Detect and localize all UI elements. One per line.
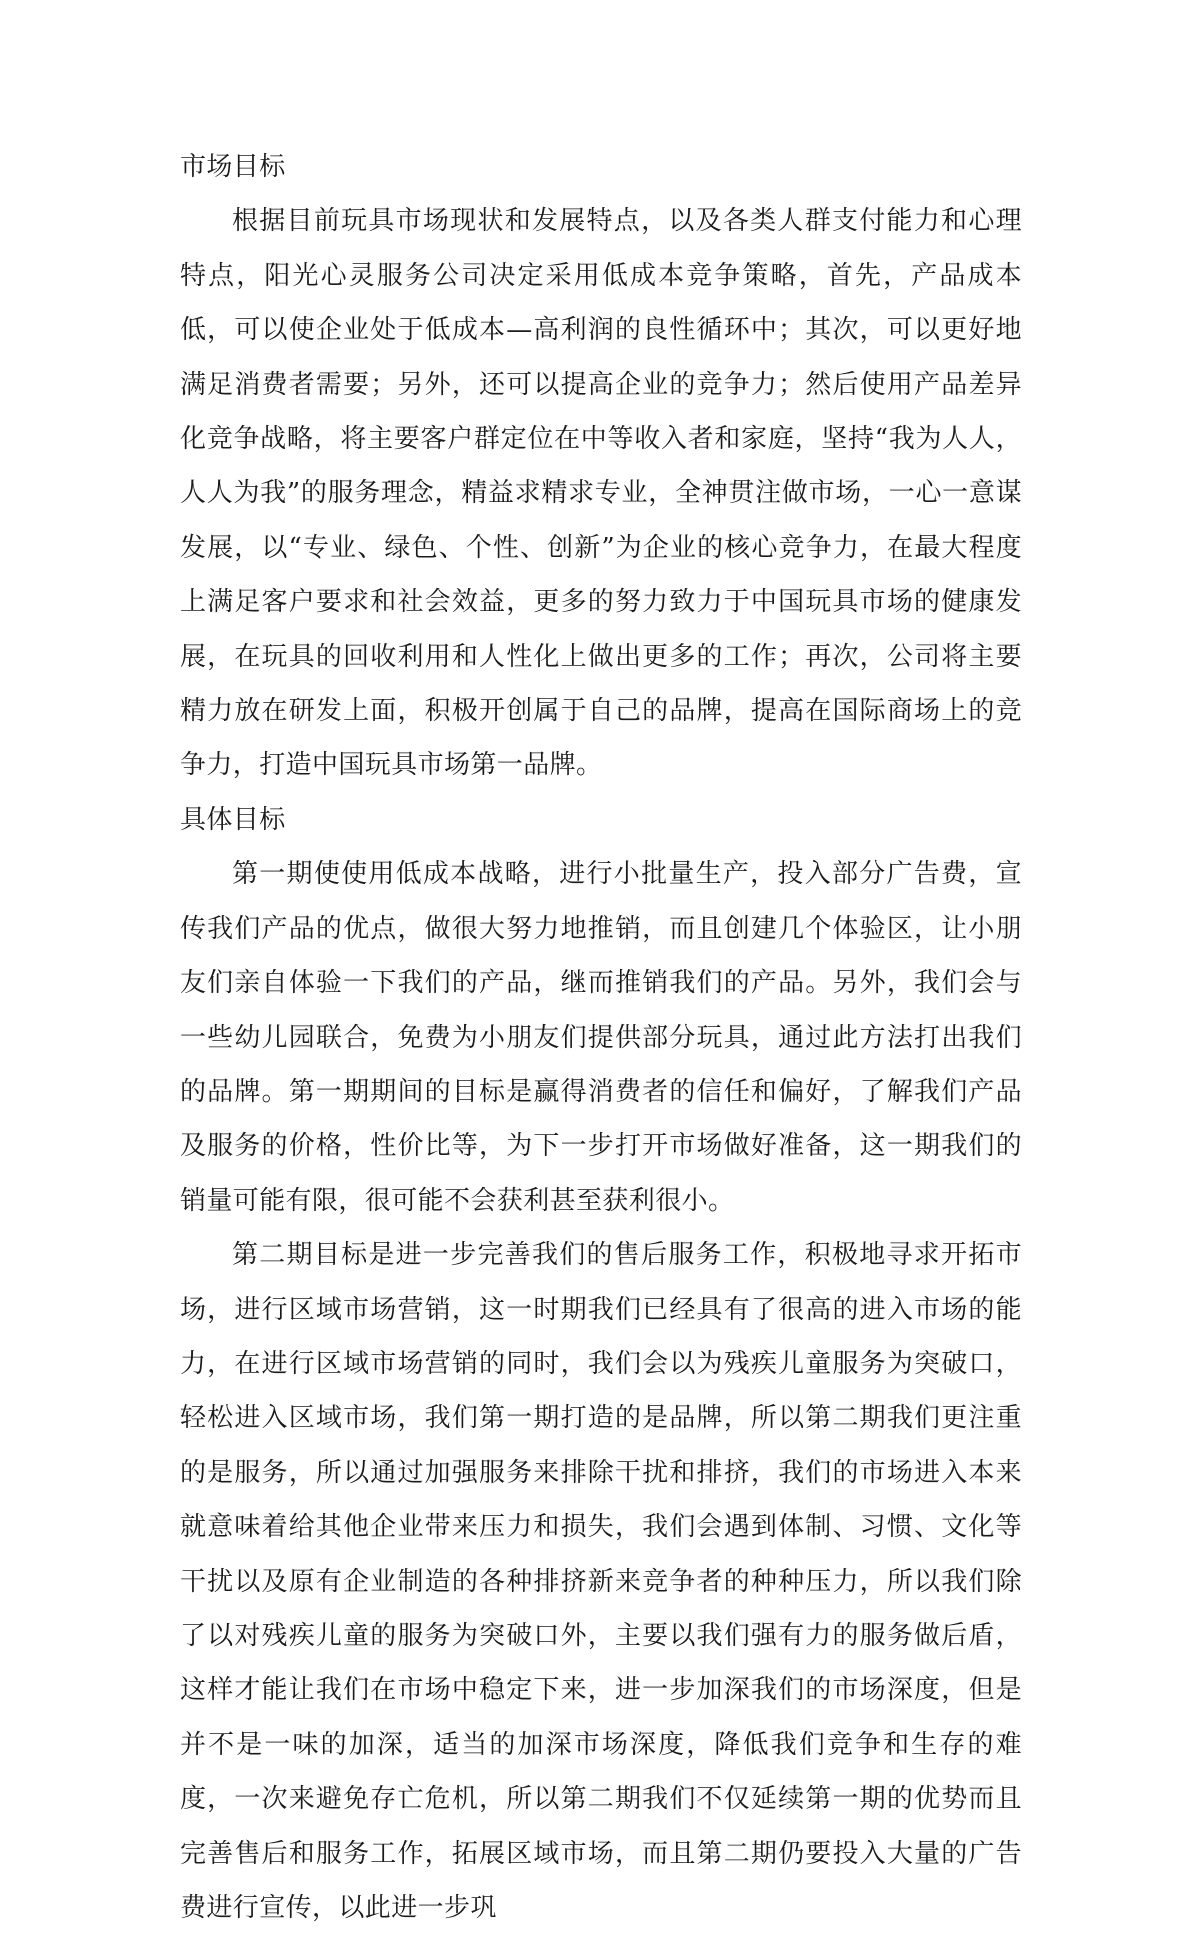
section-heading-specific-goals: 具体目标	[180, 804, 286, 835]
paragraph-phase-one: 第一期使使用低成本战略，进行小批量生产，投入部分广告费，宣传我们产品的优点，做很大努力地推销，而且创建几个体验区，让小朋友们亲自体验一下我们的产品，继而推销我们的产品。另外，我们会与一些幼儿园联合，免费为小朋友们提供部分玩具，通过此方法打出我们的品牌。第一期期间的目标是赢得消费者的信任和偏好，了解我们产品及服务的价格，性价比等，为下一步打开市场做好准备，这一期我们的销量可能有限，很可能不会获利甚至获利很小。	[180, 859, 1022, 1216]
paragraph-market-goals: 根据目前玩具市场现状和发展特点，以及各类人群支付能力和心理特点，阳光心灵服务公司决定采用低成本竞争策略，首先，产品成本低，可以使企业处于低成本—高利润的良性循环中；其次，可以更好地满足消费者需要；另外，还可以提高企业的竞争力；然后使用产品差异化竞争战略，将主要客户群定位在中等收入者和家庭，坚持“我为人人，人人为我”的服务理念，精益求精求专业，全神贯注做市场，一心一意谋发展，以“专业、绿色、个性、创新”为企业的核心竞争力，在最大程度上满足客户要求和社会效益，更多的努力致力于中国玩具市场的健康发展，在玩具的回收利用和人性化上做出更多的工作；再次，公司将主要精力放在研发上面，积极开创属于自己的品牌，提高在国际商场上的竞争力，打造中国玩具市场第一品牌。	[180, 206, 1022, 781]
document-body	[180, 140, 1022, 1935]
paragraph-phase-two: 第二期目标是进一步完善我们的售后服务工作，积极地寻求开拓市场，进行区域市场营销，这一时期我们已经具有了很高的进入市场的能力，在进行区域市场营销的同时，我们会以为残疾儿童服务为突破口，轻松进入区域市场，我们第一期打造的是品牌，所以第二期我们更注重的是服务，所以通过加强服务来排除干扰和排挤，我们的市场进入本来就意味着给其他企业带来压力和损失，我们会遇到体制、习惯、文化等干扰以及原有企业制造的各种排挤新来竞争者的种种压力，所以我们除了以对残疾儿童的服务为突破口外，主要以我们强有力的服务做后盾，这样才能让我们在市场中稳定下来，进一步加深我们的市场深度，但是并不是一味的加深，适当的加深市场深度，降低我们竞争和生存的难度，一次来避免存亡危机，所以第二期我们不仅延续第一期的优势而且完善售后和服务工作，拓展区域市场，而且第二期仍要投入大量的广告费进行宣传，以此进一步巩	[180, 1240, 1022, 1923]
section-heading-market-goals: 市场目标	[180, 152, 286, 182]
